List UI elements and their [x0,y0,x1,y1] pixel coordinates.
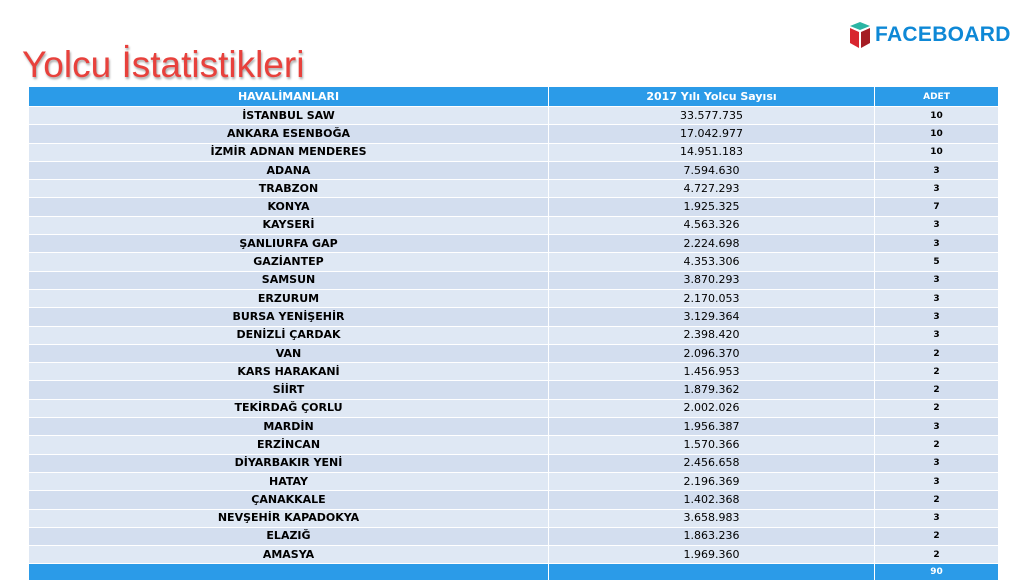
passenger-count: 1.879.362 [549,381,875,399]
passenger-count: 33.577.735 [549,107,875,125]
total-spacer-1 [29,564,549,581]
airport-count: 3 [875,271,999,289]
airport-name: VAN [29,344,549,362]
airport-count: 2 [875,381,999,399]
table-total-row [29,564,999,581]
airport-count: 10 [875,107,999,125]
passenger-count: 17.042.977 [549,125,875,143]
passenger-count: 7.594.630 [549,161,875,179]
airport-count: 2 [875,363,999,381]
airport-count: 2 [875,546,999,564]
table-row [29,381,999,399]
airport-count: 2 [875,491,999,509]
table-row [29,161,999,179]
table-row [29,326,999,344]
airport-name: KONYA [29,198,549,216]
header-airports: HAVALİMANLARI [29,87,549,107]
airport-name: ERZİNCAN [29,436,549,454]
table-row [29,454,999,472]
airport-count: 10 [875,143,999,161]
table-row [29,363,999,381]
airport-count: 2 [875,436,999,454]
faceboard-logo [848,20,1011,50]
passenger-count: 2.456.658 [549,454,875,472]
passenger-count: 1.863.236 [549,527,875,545]
passenger-count: 4.563.326 [549,216,875,234]
table-row [29,344,999,362]
table-row [29,436,999,454]
airport-count: 3 [875,472,999,490]
airport-name: SİİRT [29,381,549,399]
airport-name: HATAY [29,472,549,490]
passenger-count: 3.129.364 [549,308,875,326]
airport-count: 3 [875,454,999,472]
table-row [29,418,999,436]
passenger-count: 1.956.387 [549,418,875,436]
airport-count: 3 [875,509,999,527]
airport-name: BURSA YENİŞEHİR [29,308,549,326]
passenger-table [28,86,999,581]
passenger-count: 2.096.370 [549,344,875,362]
airport-name: GAZİANTEP [29,253,549,271]
table-row [29,253,999,271]
passenger-count: 2.398.420 [549,326,875,344]
airport-name: MARDİN [29,418,549,436]
passenger-count: 2.002.026 [549,399,875,417]
airport-name: ADANA [29,161,549,179]
header-passengers: 2017 Yılı Yolcu Sayısı [549,87,875,107]
passenger-count: 14.951.183 [549,143,875,161]
table-header-row [29,87,999,107]
airport-name: ŞANLIURFA GAP [29,235,549,253]
passenger-count: 2.170.053 [549,289,875,307]
passenger-count: 1.456.953 [549,363,875,381]
table-row [29,491,999,509]
table-row [29,235,999,253]
header-count: ADET [875,87,999,107]
table-row [29,180,999,198]
passenger-count: 4.727.293 [549,180,875,198]
airport-name: ANKARA ESENBOĞA [29,125,549,143]
passenger-count: 1.969.360 [549,546,875,564]
airport-count: 2 [875,399,999,417]
table-row [29,472,999,490]
table-row [29,308,999,326]
airport-name: İZMİR ADNAN MENDERES [29,143,549,161]
airport-count: 2 [875,527,999,545]
airport-name: ELAZIĞ [29,527,549,545]
airport-count: 3 [875,308,999,326]
airport-name: KARS HARAKANİ [29,363,549,381]
logo-text: FACEBOARD [875,23,1011,46]
table-row [29,107,999,125]
airport-name: DİYARBAKIR YENİ [29,454,549,472]
total-count: 90 [875,564,999,581]
airport-name: İSTANBUL SAW [29,107,549,125]
passenger-count: 1.402.368 [549,491,875,509]
table-row [29,399,999,417]
airport-name: NEVŞEHİR KAPADOKYA [29,509,549,527]
airport-count: 3 [875,326,999,344]
passenger-count: 2.224.698 [549,235,875,253]
passenger-count: 3.870.293 [549,271,875,289]
passenger-count: 1.570.366 [549,436,875,454]
airport-count: 3 [875,161,999,179]
passenger-count: 3.658.983 [549,509,875,527]
table-row [29,216,999,234]
airport-count: 3 [875,418,999,436]
table-row [29,198,999,216]
airport-count: 10 [875,125,999,143]
table-row [29,143,999,161]
table-row [29,289,999,307]
airport-name: SAMSUN [29,271,549,289]
table-row [29,509,999,527]
airport-name: TRABZON [29,180,549,198]
faceboard-logo-icon [848,20,872,50]
airport-count: 3 [875,289,999,307]
airport-name: ÇANAKKALE [29,491,549,509]
airport-name: ERZURUM [29,289,549,307]
passenger-count: 1.925.325 [549,198,875,216]
total-spacer-2 [549,564,875,581]
airport-count: 3 [875,216,999,234]
airport-name: TEKİRDAĞ ÇORLU [29,399,549,417]
passenger-count: 2.196.369 [549,472,875,490]
airport-name: AMASYA [29,546,549,564]
table-row [29,527,999,545]
passenger-count: 4.353.306 [549,253,875,271]
airport-count: 3 [875,235,999,253]
airport-count: 3 [875,180,999,198]
airport-name: DENİZLİ ÇARDAK [29,326,549,344]
table-row [29,271,999,289]
table-row [29,546,999,564]
airport-count: 5 [875,253,999,271]
airport-count: 7 [875,198,999,216]
table-row [29,125,999,143]
slide-title: Yolcu İstatistikleri [22,44,305,85]
airport-name: KAYSERİ [29,216,549,234]
airport-count: 2 [875,344,999,362]
